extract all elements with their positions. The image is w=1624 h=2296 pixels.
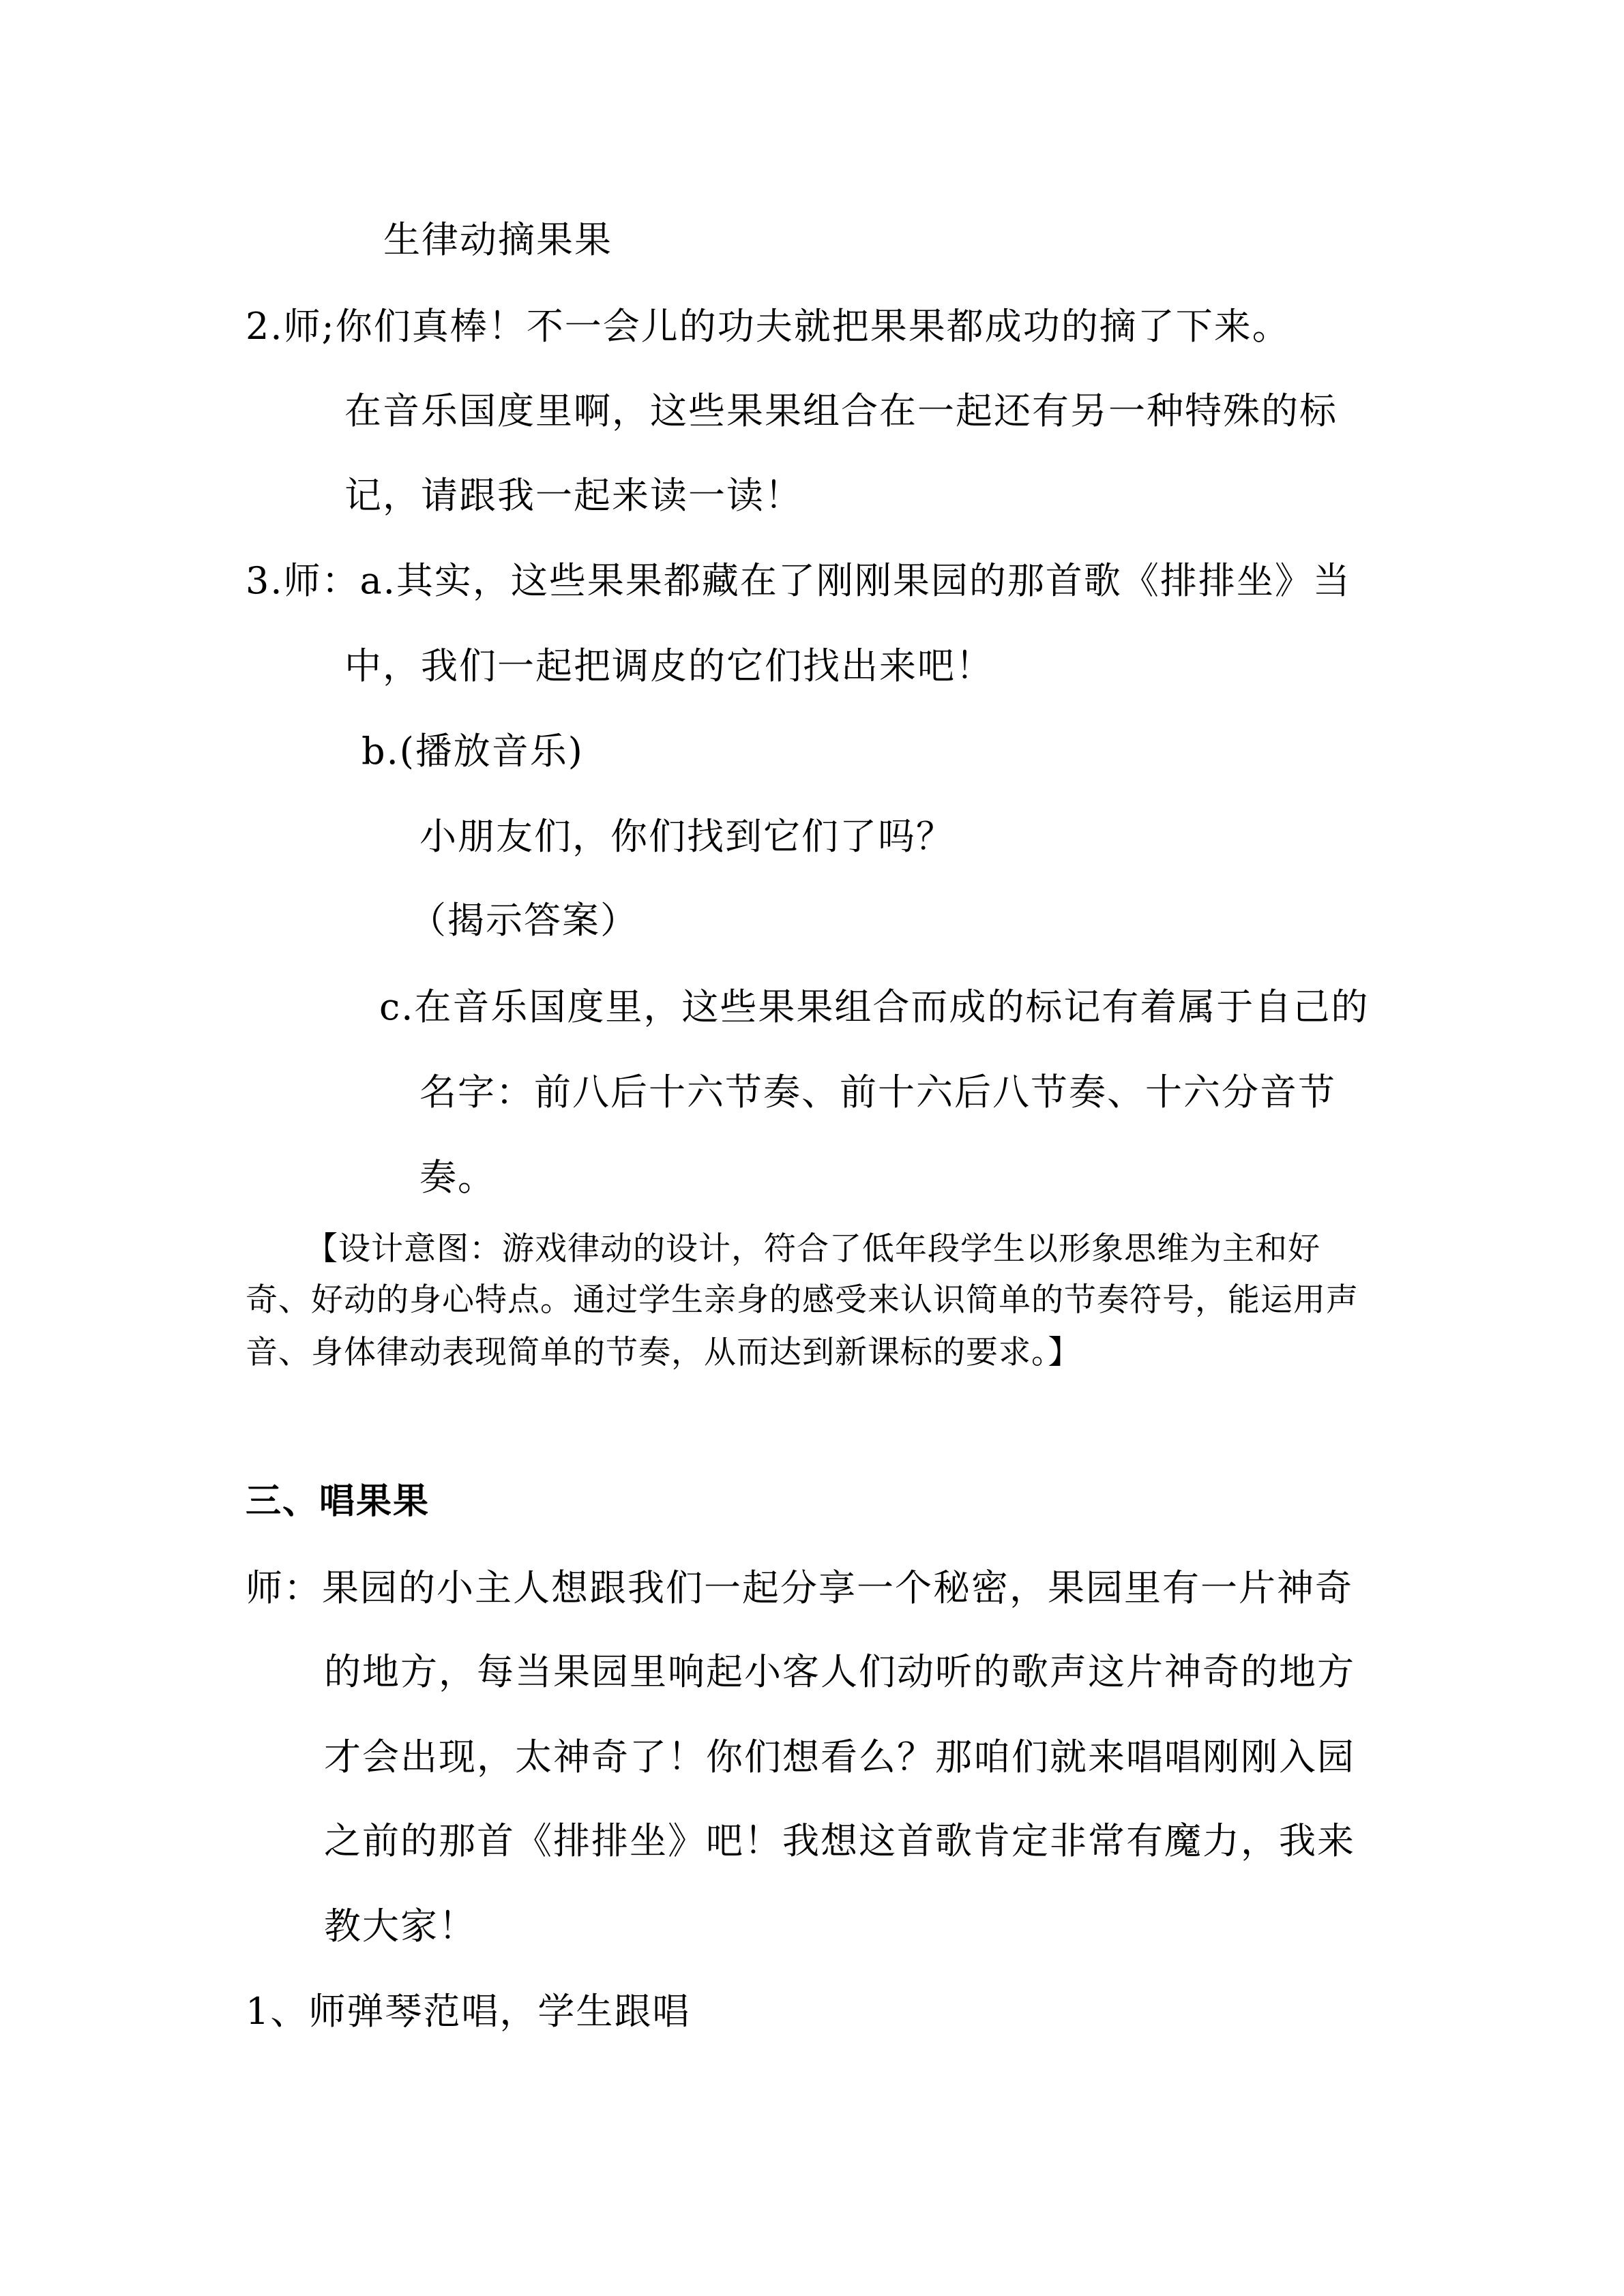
step-1: 1、师弹琴范唱，学生跟唱 <box>246 1990 691 2033</box>
item-3-b: b.(播放音乐) <box>361 730 584 773</box>
item-2-line-3: 记，请跟我一起来读一读！ <box>344 474 803 517</box>
item-3-b-question: 小朋友们，你们找到它们了吗？ <box>419 815 954 858</box>
section-3-para-line-1: 师：果园的小主人想跟我们一起分享一个秘密，果园里有一片神奇 <box>246 1566 1353 1609</box>
section-3-para-line-5: 教大家！ <box>324 1905 477 1948</box>
section-3-para-line-2: 的地方，每当果园里响起小客人们动听的歌声这片神奇的地方 <box>324 1650 1355 1693</box>
section-3-para-line-3: 才会出现，太神奇了！你们想看么？那咱们就来唱唱刚刚入园 <box>324 1735 1355 1778</box>
item-3-line-1: 3.师：a.其实，这些果果都藏在了刚刚果园的那首歌《排排坐》当 <box>246 559 1351 602</box>
item-2-line-2: 在音乐国度里啊，这些果果组合在一起还有另一种特殊的标 <box>344 389 1338 432</box>
item-3-line-2: 中，我们一起把调皮的它们找出来吧！ <box>344 644 994 687</box>
item-3-c-line-2: 名字：前八后十六节奏、前十六后八节奏、十六分音节 <box>419 1071 1336 1114</box>
design-intent-line-3: 音、身体律动表现简单的节奏，从而达到新课标的要求。】 <box>246 1334 1081 1371</box>
design-intent-line-1: 【设计意图：游戏律动的设计，符合了低年段学生以形象思维为主和好 <box>306 1230 1320 1268</box>
item-3-b-answer: （揭示答案） <box>409 899 638 942</box>
item-3-c-line-3: 奏。 <box>419 1156 496 1199</box>
section-3-para-line-4: 之前的那首《排排坐》吧！我想这首歌肯定非常有魔力，我来 <box>324 1819 1355 1862</box>
item-3-c-line-1: c.在音乐国度里，这些果果组合而成的标记有着属于自己的 <box>379 985 1370 1028</box>
design-intent-line-2: 奇、好动的身心特点。通过学生亲身的感受来认识简单的节奏符号，能运用声 <box>246 1281 1359 1319</box>
item-2-line-1: 2.师;你们真棒！不一会儿的功夫就把果果都成功的摘了下来。 <box>246 305 1290 348</box>
paragraph-continuation: 生律动摘果果 <box>383 218 612 261</box>
section-heading: 三、唱果果 <box>246 1481 430 1522</box>
